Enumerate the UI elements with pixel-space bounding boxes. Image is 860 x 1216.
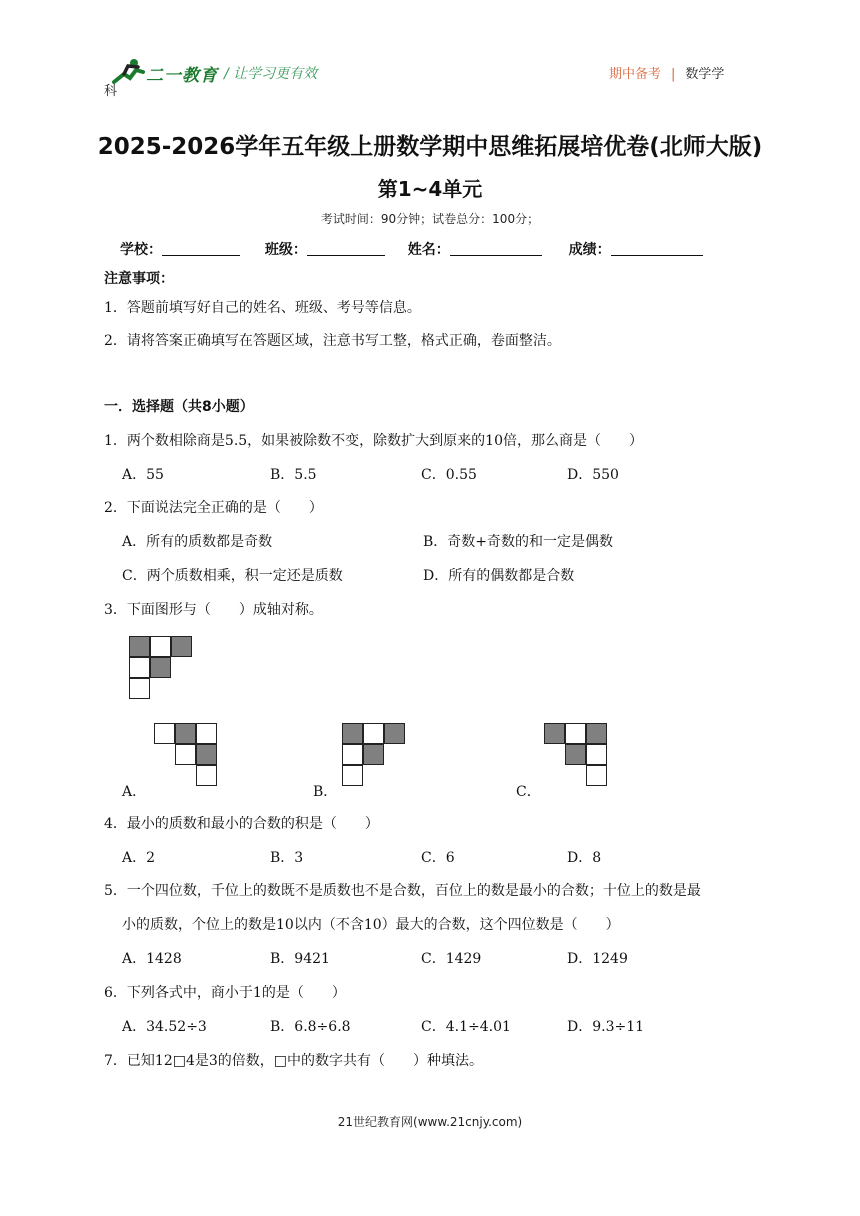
q1-option-a[interactable]: A．55 [122, 467, 164, 483]
slogan: / 让学习更有效 [224, 66, 318, 82]
question-4-stem: 4．最小的质数和最小的合数的积是（ ） [104, 816, 379, 832]
option-b-grid-figure[interactable] [342, 723, 408, 789]
q2-option-b[interactable]: B．奇数+奇数的和一定是偶数 [423, 534, 614, 550]
grid-cell-shaded [150, 657, 171, 678]
name-label: 姓名： [407, 242, 450, 258]
q6-option-b[interactable]: B．6.8÷6.8 [270, 1019, 351, 1035]
grid-cell [175, 744, 196, 765]
original-grid-figure [129, 636, 195, 702]
logo-text: 二一教育 [146, 66, 218, 86]
q4-option-c[interactable]: C．6 [421, 850, 455, 866]
grid-cell [196, 765, 217, 786]
q6-option-a[interactable]: A．34.52÷3 [122, 1019, 207, 1035]
q2-option-d[interactable]: D．所有的偶数都是合数 [423, 568, 575, 584]
logo-sub: 科 [104, 84, 118, 99]
grid-cell [586, 765, 607, 786]
q4-option-d[interactable]: D．8 [567, 850, 602, 866]
exam-info: 考试时间：90分钟；试卷总分：100分； [320, 212, 540, 226]
grid-cell [363, 723, 384, 744]
grid-cell-shaded [342, 723, 363, 744]
q1-option-c[interactable]: C．0.55 [421, 467, 477, 483]
page-title: 2025-2026学年五年级上册数学期中思维拓展培优卷(北师大版) [97, 134, 763, 160]
q5-option-b[interactable]: B．9421 [270, 951, 330, 967]
grid-cell [586, 744, 607, 765]
student-info-row [120, 239, 703, 259]
grid-cell [129, 678, 150, 699]
question-5-stem-line1: 5．一个四位数，千位上的数既不是质数也不是合数，百位上的数是最小的合数；十位上的数是最 [104, 883, 701, 899]
option-c-grid-figure[interactable] [544, 723, 610, 789]
grid-cell [154, 723, 175, 744]
page-footer: 21世纪教育网(www.21cnjy.com) [337, 1115, 523, 1129]
school-label: 学校： [120, 242, 162, 258]
header-tag: 期中备考 [609, 67, 662, 82]
grid-cell-shaded [544, 723, 565, 744]
q5-option-d[interactable]: D．1249 [567, 951, 628, 967]
grid-cell-shaded [175, 723, 196, 744]
q5-option-a[interactable]: A．1428 [122, 951, 182, 967]
q2-option-a[interactable]: A．所有的质数都是奇数 [122, 534, 273, 550]
q6-option-d[interactable]: D．9.3÷11 [567, 1019, 645, 1035]
q1-option-b[interactable]: B．5.5 [270, 467, 317, 483]
score-label: 成绩： [568, 242, 611, 258]
class-label: 班级： [264, 242, 307, 258]
grid-cell [565, 723, 586, 744]
score-blank[interactable] [611, 241, 703, 256]
header-subject: 数学学 [685, 67, 725, 82]
header-separator: | [671, 67, 676, 82]
grid-cell [196, 723, 217, 744]
question-1-stem: 1．两个数相除商是5.5，如果被除数不变，除数扩大到原来的10倍，那么商是（ ） [104, 433, 643, 449]
q6-option-c[interactable]: C．4.1÷4.01 [421, 1019, 511, 1035]
notice-heading: 注意事项： [104, 271, 174, 287]
option-a-grid-figure[interactable] [154, 723, 220, 789]
q2-option-c[interactable]: C．两个质数相乘，积一定还是质数 [122, 568, 343, 584]
q3-option-b[interactable]: B． [313, 784, 338, 800]
grid-cell-shaded [565, 744, 586, 765]
grid-cell [342, 765, 363, 786]
grid-cell [129, 657, 150, 678]
question-3-stem: 3．下面图形与（ ）成轴对称。 [104, 602, 323, 618]
grid-cell-shaded [129, 636, 150, 657]
question-5-stem-line2: 小的质数，个位上的数是10以内（不含10）最大的合数，这个四位数是（ ） [122, 917, 620, 933]
grid-cell-shaded [384, 723, 405, 744]
grid-cell-shaded [196, 744, 217, 765]
logo [104, 56, 224, 100]
name-blank[interactable] [450, 241, 542, 256]
grid-cell-shaded [171, 636, 192, 657]
section-title: 一．选择题（共8小题） [104, 399, 254, 415]
header-right [609, 63, 724, 82]
q5-option-c[interactable]: C．1429 [421, 951, 482, 967]
grid-cell-shaded [586, 723, 607, 744]
grid-cell [342, 744, 363, 765]
q4-option-b[interactable]: B．3 [270, 850, 304, 866]
q4-option-a[interactable]: A．2 [122, 850, 156, 866]
grid-cell [150, 636, 171, 657]
question-2-stem: 2．下面说法完全正确的是（ ） [104, 500, 323, 516]
question-6-stem: 6．下列各式中，商小于1的是（ ） [104, 985, 346, 1001]
q3-option-c[interactable]: C． [516, 784, 541, 800]
grid-cell-shaded [363, 744, 384, 765]
notice-item: 2．请将答案正确填写在答题区域，注意书写工整，格式正确，卷面整洁。 [104, 333, 561, 349]
question-7-stem: 7．已知12□4是3的倍数，□中的数字共有（ ）种填法。 [104, 1053, 483, 1069]
class-blank[interactable] [307, 241, 385, 256]
notice-item: 1．答题前填写好自己的姓名、班级、考号等信息。 [104, 300, 421, 316]
school-blank[interactable] [162, 241, 240, 256]
page-subtitle: 第1~4单元 [377, 177, 483, 201]
q3-option-a[interactable]: A． [122, 784, 147, 800]
q1-option-d[interactable]: D．550 [567, 467, 619, 483]
